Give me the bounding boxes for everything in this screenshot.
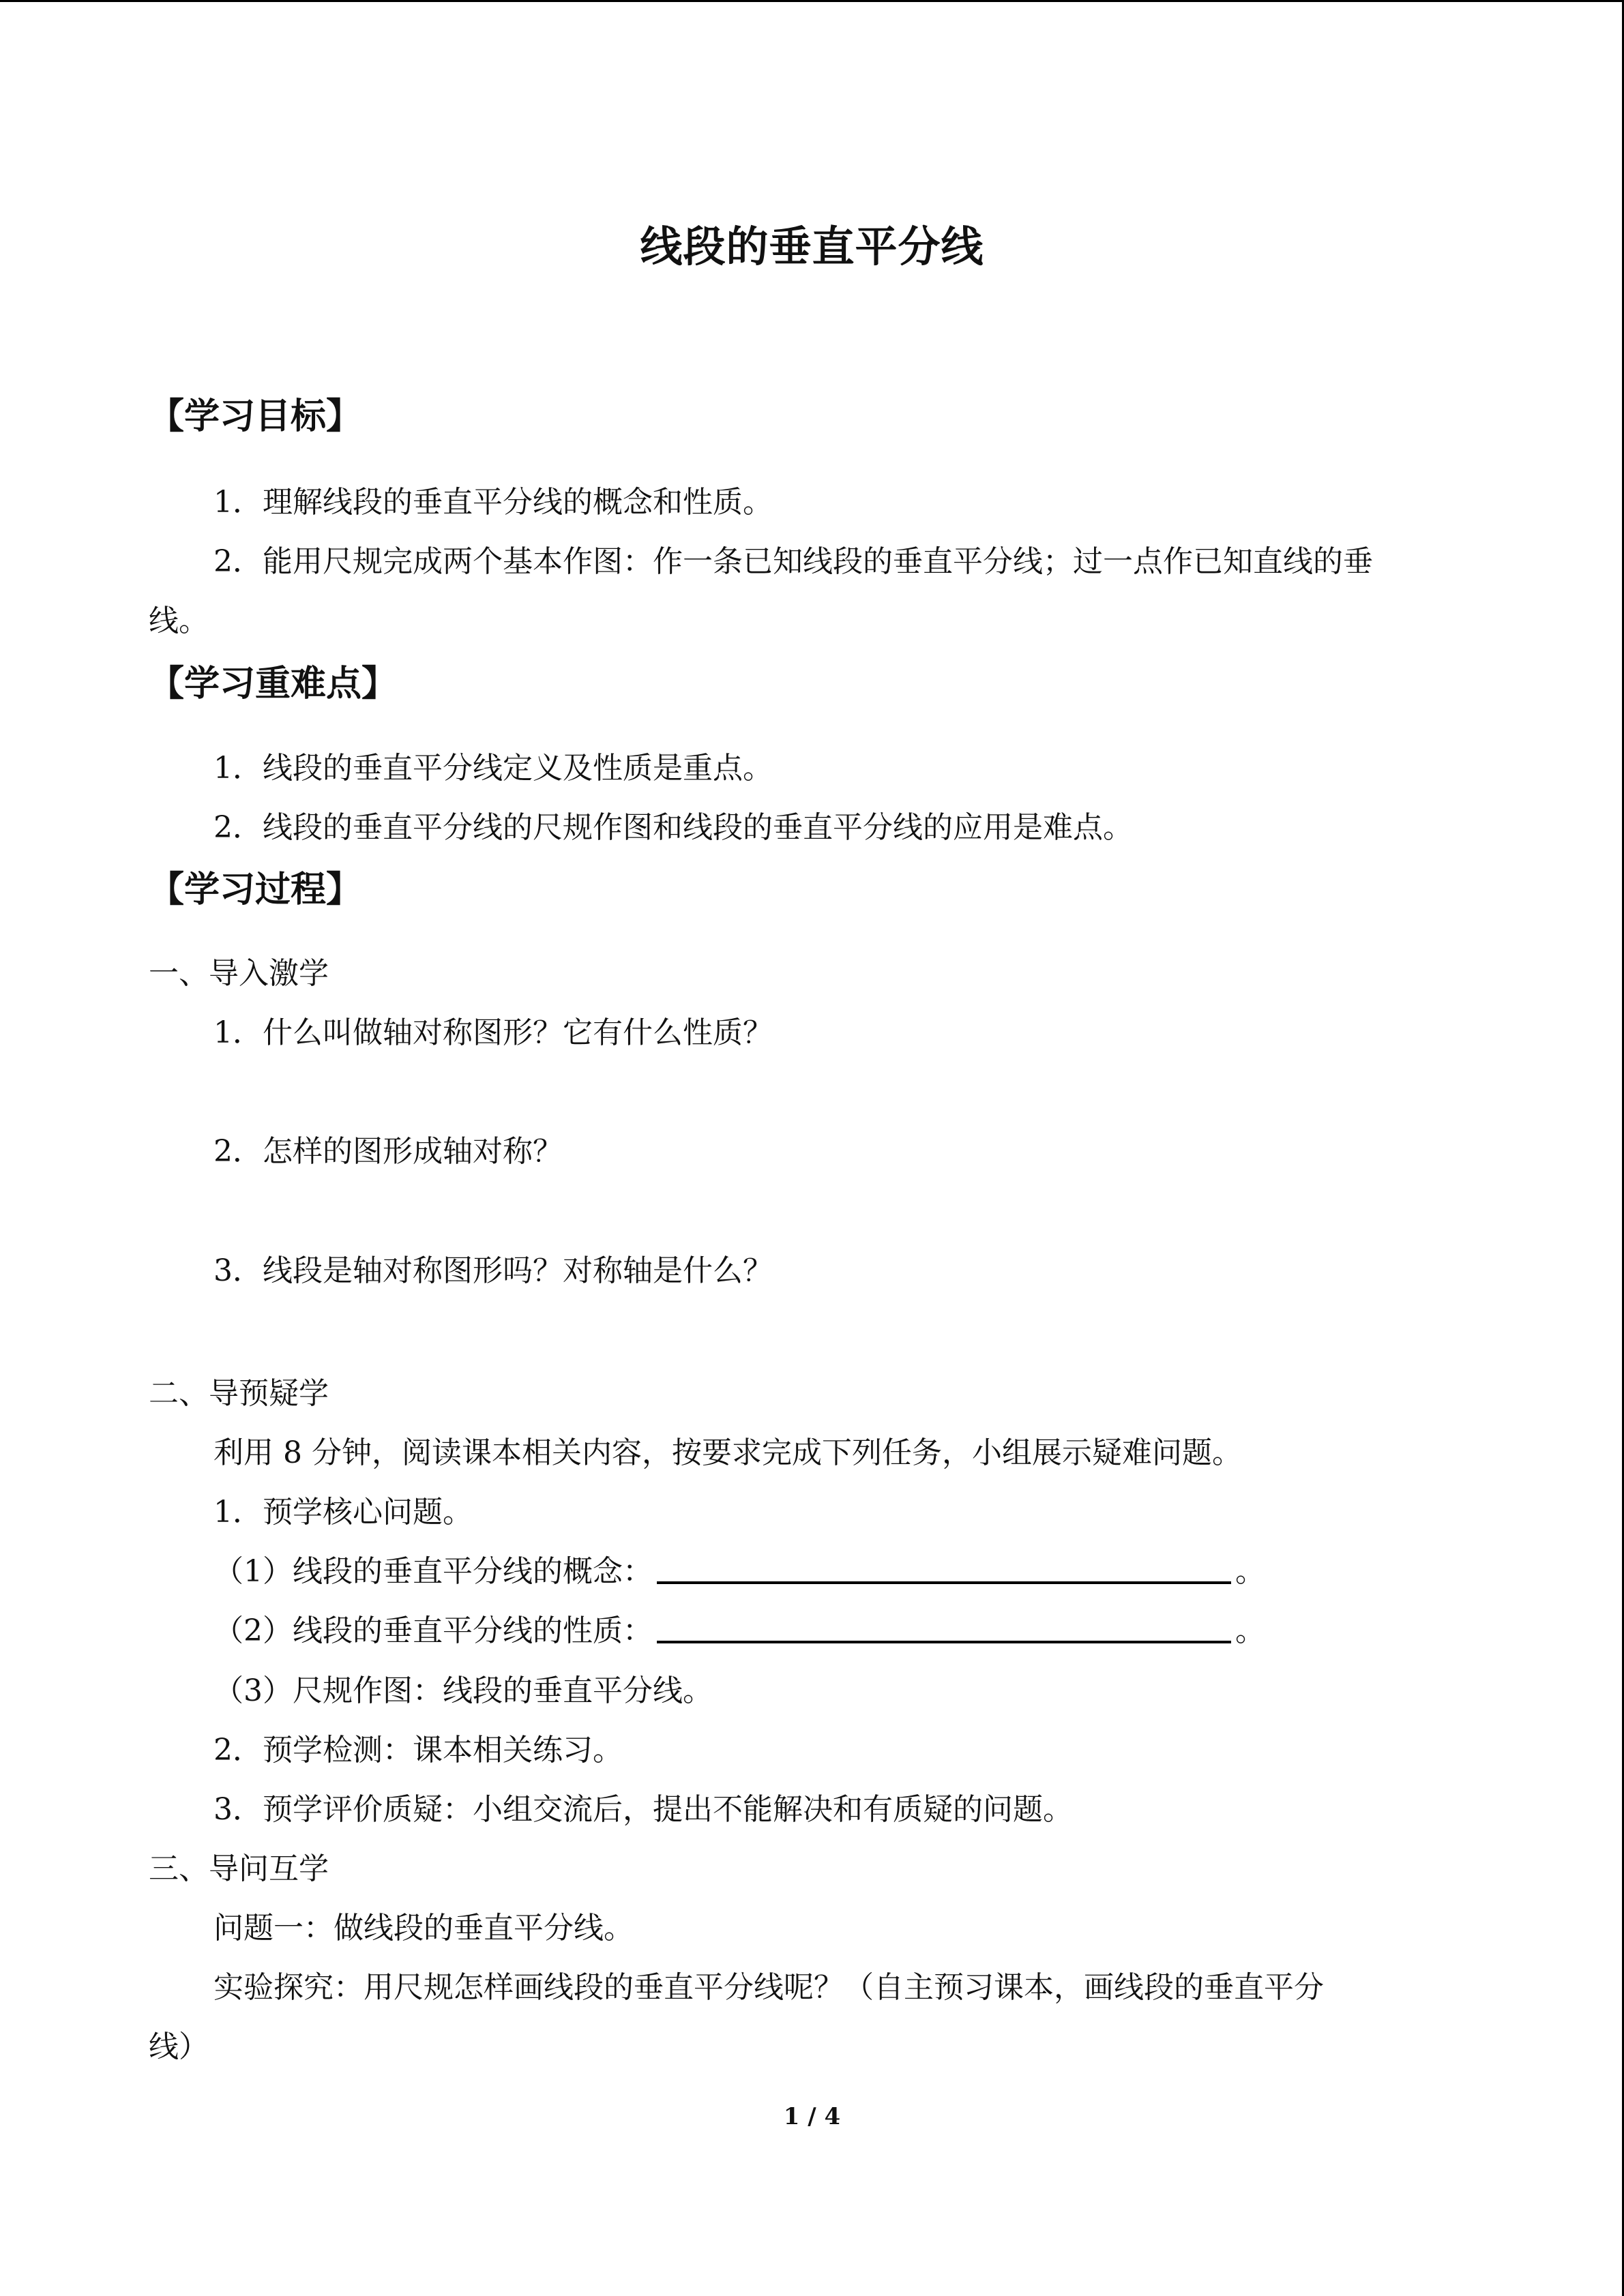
objective-item-2: 2．能用尺规完成两个基本作图：作一条已知线段的垂直平分线；过一点作已知直线的垂 (213, 544, 1373, 579)
sub1-end: 。 (1235, 1554, 1265, 1589)
part3-title: 三、导问互学 (149, 1851, 329, 1886)
part2-item-3: 3．预学评价质疑：小组交流后，提出不能解决和有质疑的问题。 (213, 1792, 1073, 1827)
part1-question-1: 1．什么叫做轴对称图形？它有什么性质？ (213, 1015, 773, 1050)
part3-problem-1: 问题一：做线段的垂直平分线。 (213, 1911, 634, 1945)
sub1-label: （1）线段的垂直平分线的概念： (213, 1554, 653, 1589)
page-title: 线段的垂直平分线 (640, 222, 984, 271)
fill-in-blank-2[interactable] (657, 1641, 1231, 1643)
part3-experiment-line-2: 线） (149, 2029, 209, 2064)
part1-question-2: 2．怎样的图形成轴对称？ (213, 1134, 563, 1169)
sub2-end: 。 (1235, 1613, 1265, 1648)
keypoint-item-2: 2．线段的垂直平分线的尺规作图和线段的垂直平分线的应用是难点。 (213, 810, 1133, 845)
part2-item-1: 1．预学核心问题。 (213, 1495, 473, 1530)
part2-item-2: 2．预学检测：课本相关练习。 (213, 1733, 623, 1768)
page-top-border (0, 0, 1624, 2)
part3-experiment-line-1: 实验探究：用尺规怎样画线段的垂直平分线呢？（自主预习课本，画线段的垂直平分 (213, 1970, 1324, 2005)
part1-title: 一、导入激学 (149, 956, 329, 991)
objective-item-1: 1．理解线段的垂直平分线的概念和性质。 (213, 485, 773, 520)
heading-keypoints: 【学习重难点】 (149, 664, 398, 704)
part2-sub-3: （3）尺规作图：线段的垂直平分线。 (213, 1673, 713, 1708)
part2-intro: 利用 8 分钟，阅读课本相关内容，按要求完成下列任务，小组展示疑难问题。 (213, 1435, 1242, 1470)
objective-item-2-cont: 线。 (149, 603, 209, 638)
heading-objectives: 【学习目标】 (149, 396, 362, 437)
part1-question-3: 3．线段是轴对称图形吗？对称轴是什么？ (213, 1253, 773, 1288)
part2-sub-2 (213, 1606, 1265, 1650)
heading-process: 【学习过程】 (149, 869, 362, 910)
part2-title: 二、导预疑学 (149, 1376, 329, 1411)
fill-in-blank-1[interactable] (657, 1581, 1231, 1584)
keypoint-item-1: 1．线段的垂直平分线定义及性质是重点。 (213, 751, 773, 786)
sub2-label: （2）线段的垂直平分线的性质： (213, 1613, 653, 1648)
page-number: 1 / 4 (783, 2103, 841, 2130)
part2-sub-1 (213, 1547, 1265, 1590)
